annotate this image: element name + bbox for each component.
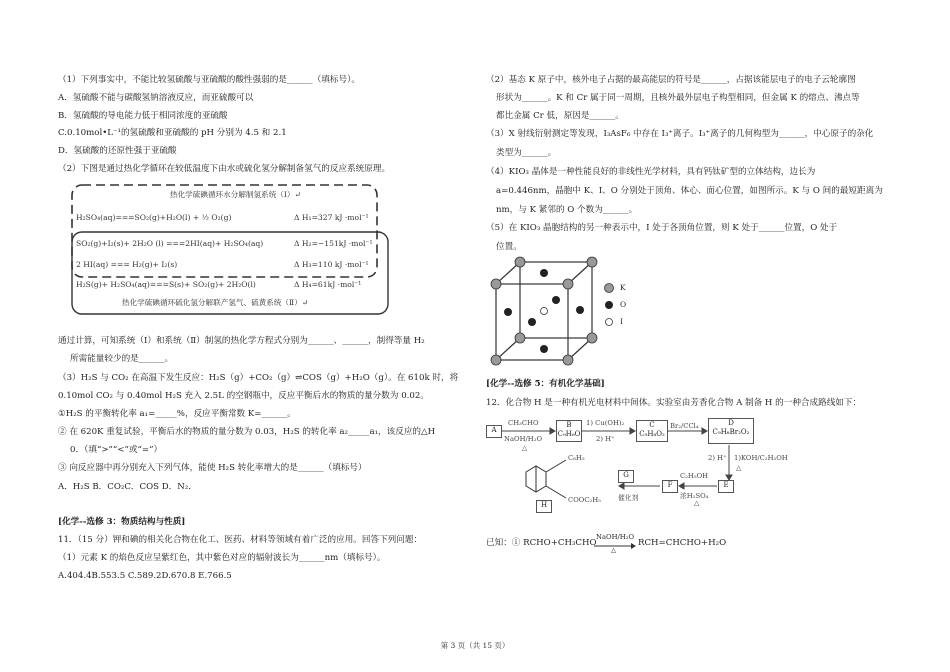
thermochemical-cycle-diagram — [70, 180, 390, 320]
q3-text-c: ①H₂S 的平衡转化率 a₁=_____%，反应平衡常数 K=______。 — [58, 409, 296, 419]
compound-b-box — [556, 420, 582, 442]
q1-option-d: D．氢硫酸的还原性强于亚硫酸 — [58, 146, 177, 156]
q3-text-e: 0．（填“>”“<”或“=”） — [70, 445, 163, 455]
compound-c-letter: C — [649, 421, 655, 429]
enthalpy-4: Δ H₄=61kJ ·mol⁻¹ — [294, 280, 362, 289]
compound-b-formula: C₉H₈O — [557, 430, 581, 438]
q4r-text-b: a=0.446nm，晶胞中 K、I、O 分别处于顶角、体心、面心位置，如图所示。K 与 O 间的最短距离为 — [496, 186, 883, 196]
reaction-3: 2 HI(aq) === H₂(g)+ I₂(s) — [76, 260, 178, 269]
q11-part1: （1）元素 K 的焰色反应呈紫红色，其中紫色对应的辐射波长为______nm（填标号）。 — [58, 553, 386, 563]
compound-h-box: H — [536, 500, 552, 513]
q3r-text-a: （3）X 射线衍射测定等发现，I₃AsF₆ 中存在 I₃⁺离子。I₃⁺离子的几何构型为______，中心原子的杂化 — [486, 129, 874, 139]
h-substituent-phenyl: C₆H₅ — [568, 454, 585, 462]
q3-options: A．H₂S B．CO₂C．COS D．N₂． — [58, 482, 197, 492]
legend-o: O — [620, 300, 627, 309]
calc-text-1: 通过计算，可知系统（Ⅰ）和系统（Ⅱ）制氢的热化学方程式分别为______、______，制得等量 H₂ — [58, 336, 425, 346]
q2r-text-a: （2）基态 K 原子中，核外电子占据的最高能层的符号是______，占据该能层电子的电子云轮廓图 — [486, 75, 856, 85]
q5r-text-a: （5）在 KIO₃ 晶胞结构的另一种表示中，I 处于各顶角位置，则 K 处于______位置，O 处于 — [486, 223, 838, 233]
compound-f-box: F — [662, 480, 678, 493]
enthalpy-1: Δ H₁=327 kJ ·mol⁻¹ — [294, 213, 369, 222]
step2-reagent: 1) Cu(OH)₂ — [586, 419, 625, 427]
compound-c-box — [636, 420, 668, 442]
q1-text: （1）下列事实中，不能比较氢硫酸与亚硫酸的酸性强弱的是______（填标号）。 — [58, 75, 360, 85]
kio3-unit-cell — [488, 256, 598, 368]
q12-text: 12．化合物 H 是一种有机光电材料中间体。实验室由芳香化合物 A 制备 H 的一种合成路线如下： — [486, 398, 862, 408]
system-1-title: 热化学硫碘循环水分解制氢系统（Ⅰ）↵ — [170, 190, 301, 199]
q4r-text-c: nm，与 K 紧邻的 O 个数为______。 — [496, 205, 638, 215]
step4-heat: △ — [736, 464, 742, 472]
known-reaction-lhs: 已知：① RCHO+CH₃CHO — [486, 538, 597, 548]
reaction-4: H₂S(g)+ H₂SO₄(aq)===S(s)+ SO₂(g)+ 2H₂O(l) — [76, 280, 256, 289]
q1-option-a: A．氢硫酸不能与碳酸氢钠溶液反应，而亚硫酸可以 — [58, 93, 254, 103]
compound-e-box: E — [718, 480, 734, 493]
q11-options: A.404.4B.553.5 C.589.2D.670.8 E.766.5 — [58, 571, 232, 581]
reaction-2: SO₂(g)+I₂(s)+ 2H₂O (l) ===2HI(aq)+ H₂SO₄(aq) — [76, 239, 264, 248]
compound-a-box: A — [486, 425, 502, 438]
compound-d-box — [708, 418, 754, 444]
legend-i: I — [620, 317, 623, 326]
q1-option-b: B．氢硫酸的导电能力低于相同浓度的亚硫酸 — [58, 111, 228, 121]
step5-heat: △ — [694, 499, 700, 507]
q3-text-b: 0.10mol CO₂ 与 0.40mol H₂S 充入 2.5L 的空钢瓶中，反应平衡后水的物质的量分数为 0.02。 — [58, 391, 429, 401]
enthalpy-2: Δ H₂=−151kJ ·mol⁻¹ — [294, 239, 373, 248]
q2r-text-c: 都比金属 Cr 低，原因是______。 — [496, 111, 624, 121]
compound-b-letter: B — [566, 421, 572, 429]
reaction-1: H₂SO₄(aq)===SO₂(g)+H₂O(l) + ½ O₂(g) — [76, 213, 232, 222]
compound-d-formula: C₉H₈Br₂O₂ — [712, 428, 750, 436]
step4-reagent: 1)KOH/C₂H₅OH — [734, 454, 788, 462]
section-3-title: [化学--选修 3：物质结构与性质] — [58, 517, 186, 527]
q5r-text-b: 位置。 — [496, 242, 522, 252]
q2r-text-b: 形状为______。K 和 Cr 属于同一周期，且核外最外层电子构型相同，但金属 K 的熔点、沸点等 — [496, 93, 860, 103]
step6-catalyst: 催化剂 — [618, 494, 639, 502]
legend-k: K — [620, 283, 626, 292]
compound-d-letter: D — [728, 419, 734, 427]
q4r-text-a: （4）KIO₃ 晶体是一种性能良好的非线性光学材料，具有钙钛矿型的立体结构，边长为 — [486, 167, 816, 177]
compound-g-box: G — [618, 470, 634, 483]
synthesis-route — [484, 414, 814, 514]
known-reaction-heat: △ — [611, 546, 616, 554]
q3-text-f: ③ 向反应器中再分别充入下列气体，能使 H₂S 转化率增大的是______（填标号） — [58, 463, 367, 473]
step5-reagent: C₂H₅OH — [680, 472, 709, 480]
q11-text: 11．（15 分）钾和碘的相关化合物在化工、医药、材料等领域有着广泛的应用。回答下列问题： — [58, 535, 423, 545]
enthalpy-3: Δ H₃=110 kJ ·mol⁻¹ — [294, 260, 369, 269]
step4-acid: 2) H⁺ — [708, 454, 727, 462]
page-footer: 第 3 页（共 15 页） — [440, 641, 510, 650]
q3-text-d: ② 在 620K 重复试验，平衡后水的物质的量分数为 0.03，H₂S 的转化率 a₂_____a₁，该反应的△H — [58, 427, 436, 437]
system-2-title: 热化学硫碘循环硫化氢分解联产氢气、硫黄系统（Ⅱ）↵ — [122, 298, 309, 307]
step1-heat: △ — [522, 444, 528, 452]
step1-reagent: CH₃CHO — [508, 419, 539, 427]
known-reaction-rhs: RCH=CHCHO+H₂O — [638, 538, 727, 548]
compound-c-formula: C₉H₈O₂ — [639, 430, 665, 438]
known-reaction-condition: NaOH/H₂O — [596, 533, 635, 541]
q3-text-a: （3）H₂S 与 CO₂ 在高温下发生反应：H₂S（g）+CO₂（g）⇌COS（g）+H₂O（g）。在 610k 时，将 — [58, 373, 459, 383]
step5-acid: 浓H₂SO₄ — [680, 492, 709, 500]
step2-acid: 2) H⁺ — [596, 435, 615, 443]
q3r-text-b: 类型为______。 — [496, 148, 557, 158]
q1-option-c: C.0.10mol•L⁻¹的氢硫酸和亚硫酸的 pH 分别为 4.5 和 2.1 — [58, 128, 287, 138]
q2-text: （2）下图是通过热化学循环在较低温度下由水或硫化氢分解制备氢气的反应系统原理。 — [58, 164, 391, 174]
section-5-title: [化学--选修 5：有机化学基础] — [486, 379, 605, 389]
calc-text-2: 所需能量较少的是______。 — [70, 354, 174, 364]
step1-condition: NaOH/H₂O — [504, 435, 543, 443]
step3-reagent: Br₂/CCl₄ — [670, 422, 699, 430]
legend-markers — [602, 282, 616, 332]
h-substituent-ester: COOC₂H₅ — [568, 496, 601, 504]
